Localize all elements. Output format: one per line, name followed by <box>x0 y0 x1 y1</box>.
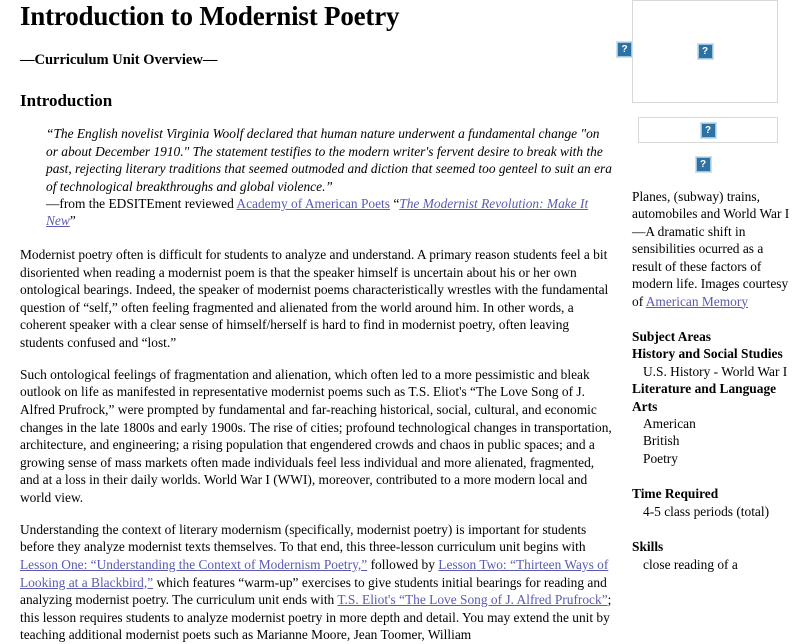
attribution-prefix: —from the EDSITEment reviewed <box>46 196 237 212</box>
sidebar-image-small-frame <box>628 157 778 172</box>
link-prufrock-lesson[interactable]: T.S. Eliot's “The Love Song of J. Alfred Prufrock” <box>337 592 608 608</box>
epigraph-attribution <box>46 195 612 230</box>
subject-areas-heading: Subject Areas <box>632 328 711 344</box>
time-required-heading: Time Required <box>632 486 719 502</box>
sidebar-image-caption <box>632 188 794 310</box>
paragraph3-text-4: ; this lesson requires students to analyze modernist poetry in more depth and detail. You may extend the unit by teaching additional modernist poets such as Marianne Moore, Jean Toomer, William <box>20 592 612 643</box>
paragraph3-text-3: which features “warm-up” exercises to give students initial bearings for reading and analyzing modernist poetry. The curriculum unit ends with <box>20 574 607 608</box>
subject-group-label: Literature and Language Arts <box>632 381 777 414</box>
attribution-mid: “ <box>389 196 400 212</box>
subject-group-item: U.S. History - World War I <box>643 363 788 379</box>
sidebar-skills <box>632 538 794 573</box>
subject-group-item: Poetry <box>643 450 678 466</box>
subject-group-item: American <box>643 416 696 432</box>
subject-group-item: British <box>643 433 680 449</box>
page-subtitle: —Curriculum Unit Overview— <box>20 52 218 69</box>
caption-text: Planes, (subway) trains, automobiles and World War I—A dramatic shift in sensibilities ocurred as a result of these factors of modern life. Images courtesy of <box>632 189 790 309</box>
sidebar-image-wide-frame <box>638 117 778 143</box>
skills-value: close reading of a <box>643 556 738 572</box>
link-modernist-revolution[interactable]: The Modernist Revolution: Make It New <box>46 196 589 229</box>
link-american-memory[interactable]: American Memory <box>645 293 749 309</box>
sidebar-subject-areas <box>632 328 794 467</box>
body-paragraph-1: Modernist poetry often is difficult for students to analyze and understand. A primary reason students feel a bit disoriented when reading a modernist poem is that the speaker himself is uncertain about his or her own ontological bearings. Indeed, the speaker of modernist poems characteristically wrestles with the fundamental question of “self,” often feeling fragmented and alienated from the world around him. In other words, a coherent speaker with a clear sense of himself/herself is hard to find in modernist poetry, often leaving students confused and “lost.” <box>20 246 609 350</box>
broken-image-icon: ? <box>701 123 716 138</box>
subject-group-label: History and Social Studies <box>632 346 783 362</box>
paragraph3-text-1: Understanding the context of literary modernism (specifically, modernist poetry) is important for students before they analyze modernist texts themselves. To that end, this three-lesson curriculum unit begins with <box>20 521 587 555</box>
attribution-suffix: ” <box>69 213 76 229</box>
page-title: Introduction to Modernist Poetry <box>20 1 400 31</box>
paragraph3-text-2: followed by <box>367 556 439 572</box>
link-lesson-one[interactable]: Lesson One: “Understanding the Context of Modernism Poetry,” <box>20 556 368 572</box>
broken-image-icon: ? <box>698 44 713 59</box>
link-lesson-two[interactable]: Lesson Two: “Thirteen Ways of Looking at a Blackbird,” <box>20 556 609 590</box>
broken-image-icon-edge: ? <box>617 42 632 57</box>
link-academy-of-american-poets[interactable]: Academy of American Poets <box>236 196 390 212</box>
sidebar-column <box>620 0 800 573</box>
skills-heading: Skills <box>632 539 664 555</box>
body-paragraph-3 <box>20 521 612 644</box>
section-heading-introduction: Introduction <box>20 91 113 111</box>
epigraph-blockquote <box>20 125 612 230</box>
broken-image-icon: ? <box>696 157 711 172</box>
epigraph-quote-text: “The English novelist Virginia Woolf declared that human nature underwent a fundamental change "on or about December 1910." The statement testifies to the modern writer's fervent desire to break with the past, rejecting literary traditions that seemed outmoded and diction that seemed too genteel to suit an era of technological breakthroughs and global violence.” <box>46 126 612 194</box>
sidebar-time-required <box>632 485 794 520</box>
body-paragraph-2: Such ontological feelings of fragmentation and alienation, which often led to a more pessimistic and bleak outlook on life as manifested in representative modernist poems such as T.S. Eliot's “The Love Song of J. Alfred Prufrock,” were prompted by fundamental and far-reaching historical, social, cultural, and economic changes in the late 1800s and early 1900s. The rise of cities; profound technological changes in transportation, architecture, and engineering; a rising population that engendered crowds and chaos in public spaces; and a growing sense of mass markets often made individuals feel less individual and more alienated, fragmented, and at a loss in their daily worlds. World War I (WWI), moreover, contributed to a more modern local and world view. <box>20 366 612 505</box>
sidebar-image-large-frame <box>632 0 778 103</box>
time-required-value: 4-5 class periods (total) <box>643 503 770 519</box>
